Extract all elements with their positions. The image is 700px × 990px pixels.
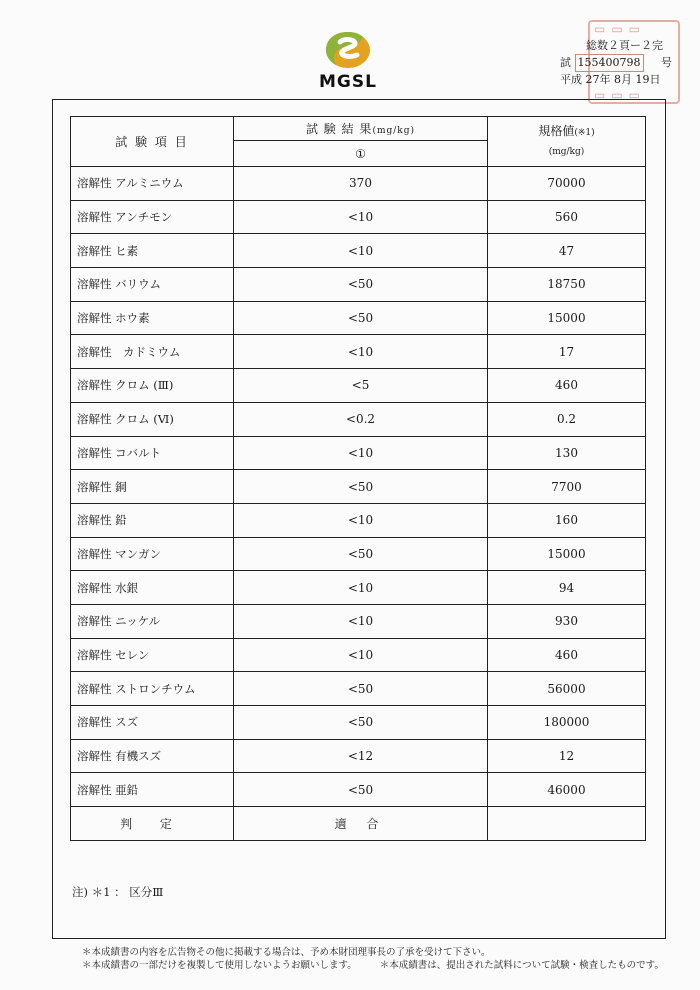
row-item: 溶解性 セレン: [71, 638, 234, 672]
row-result: <12: [234, 739, 488, 773]
footer-line-1: ＊本成績書の内容を広告物その他に掲載する場合は、予め本財団理事長の了承を受けて下さい。: [82, 947, 491, 958]
row-item: 溶解性 カドミウム: [71, 335, 234, 369]
footer-line-2a: ＊本成績書の一部だけを複製して使用しないようお願いします。: [82, 960, 357, 971]
table-row: [71, 672, 646, 706]
col-header-spec: [488, 117, 646, 167]
row-item: 溶解性 亜鉛: [71, 773, 234, 807]
row-result: <10: [234, 604, 488, 638]
table-row: [71, 537, 646, 571]
row-spec: 18750: [488, 268, 646, 302]
row-spec: 180000: [488, 706, 646, 740]
mgsl-leaf-icon: [324, 30, 372, 70]
row-result: <10: [234, 436, 488, 470]
row-item: 溶解性 アンチモン: [71, 200, 234, 234]
col-header-item: 試 験 項 目: [71, 117, 234, 167]
row-item: 溶解性 ヒ素: [71, 234, 234, 268]
row-result: <5: [234, 369, 488, 403]
report-date: 平成 27年 8月 19日: [560, 73, 661, 86]
report-suffix: 号: [661, 56, 672, 69]
row-item: 溶解性 ストロンチウム: [71, 672, 234, 706]
row-spec: 46000: [488, 773, 646, 807]
row-spec: 930: [488, 604, 646, 638]
table-row: [71, 167, 646, 201]
footer-line-2: [82, 959, 664, 972]
row-spec: 15000: [488, 537, 646, 571]
row-spec: 160: [488, 503, 646, 537]
results-table: [70, 116, 646, 841]
col-header-result: [234, 117, 488, 141]
table-row: [71, 706, 646, 740]
footer-line-2b: ＊本成績書は、提出された試料について試験・検査したものです。: [379, 960, 664, 971]
row-item: 溶解性 鉛: [71, 503, 234, 537]
row-result: <50: [234, 268, 488, 302]
header-row: [71, 117, 646, 141]
row-item: 溶解性 水銀: [71, 571, 234, 605]
row-spec: 56000: [488, 672, 646, 706]
row-result: <10: [234, 638, 488, 672]
table-row: [71, 638, 646, 672]
report-prefix: 試: [560, 56, 571, 69]
table-row: [71, 200, 646, 234]
row-spec: 70000: [488, 167, 646, 201]
row-item: 溶解性 アルミニウム: [71, 167, 234, 201]
row-result: <0.2: [234, 402, 488, 436]
table-row: [71, 268, 646, 302]
results-body: [71, 167, 646, 807]
row-result: <50: [234, 470, 488, 504]
report-number: 155400798: [575, 54, 644, 72]
row-result: <50: [234, 537, 488, 571]
row-result: <50: [234, 301, 488, 335]
row-item: 溶解性 有機スズ: [71, 739, 234, 773]
judgement-value: 適 合: [234, 807, 488, 841]
col-header-result-unit: (mg/kg): [372, 126, 416, 136]
judgement-row: [71, 807, 646, 841]
col-header-sample-1: ①: [234, 141, 488, 167]
row-item: 溶解性 バリウム: [71, 268, 234, 302]
row-result: <10: [234, 503, 488, 537]
row-result: <10: [234, 335, 488, 369]
report-header: [560, 38, 695, 88]
seal-stamp: ▭▭▭ ▭▭▭: [588, 20, 680, 104]
row-spec: 460: [488, 369, 646, 403]
col-header-spec-label: 規格値: [538, 123, 575, 138]
row-item: 溶解性 マンガン: [71, 537, 234, 571]
table-row: [71, 436, 646, 470]
row-spec: 460: [488, 638, 646, 672]
judgement-label: 判 定: [71, 807, 234, 841]
row-spec: 47: [488, 234, 646, 268]
row-result: <50: [234, 672, 488, 706]
table-row: [71, 604, 646, 638]
mgsl-logo: [318, 30, 378, 92]
table-row: [71, 571, 646, 605]
table-row: [71, 335, 646, 369]
table-row: [71, 470, 646, 504]
row-spec: 560: [488, 200, 646, 234]
table-row: [71, 301, 646, 335]
table-row: [71, 503, 646, 537]
row-spec: 15000: [488, 301, 646, 335]
row-spec: 130: [488, 436, 646, 470]
row-result: <10: [234, 200, 488, 234]
judgement-spec-empty: [488, 807, 646, 841]
table-row: [71, 739, 646, 773]
col-header-spec-note: (※1): [574, 127, 595, 138]
table-row: [71, 234, 646, 268]
row-spec: 94: [488, 571, 646, 605]
row-item: 溶解性 ホウ素: [71, 301, 234, 335]
row-spec: 0.2: [488, 402, 646, 436]
total-pages: 総数２頁ー２完: [586, 39, 663, 52]
footnote: 注) ＊1 ： 区分Ⅲ: [72, 885, 164, 899]
row-spec: 7700: [488, 470, 646, 504]
table-row: [71, 402, 646, 436]
row-result: <50: [234, 773, 488, 807]
row-item: 溶解性 コバルト: [71, 436, 234, 470]
table-row: [71, 369, 646, 403]
row-result: <50: [234, 706, 488, 740]
row-spec: 17: [488, 335, 646, 369]
row-item: 溶解性 銅: [71, 470, 234, 504]
col-header-spec-unit: (mg/kg): [548, 146, 585, 157]
row-spec: 12: [488, 739, 646, 773]
row-item: 溶解性 スズ: [71, 706, 234, 740]
col-header-result-label: 試 験 結 果: [305, 122, 373, 136]
logo-text: MGSL: [319, 72, 377, 92]
row-item: 溶解性 ニッケル: [71, 604, 234, 638]
row-result: <10: [234, 571, 488, 605]
table-row: [71, 773, 646, 807]
row-item: 溶解性 クロム (Ⅲ): [71, 369, 234, 403]
row-item: 溶解性 クロム (Ⅵ): [71, 402, 234, 436]
row-result: 370: [234, 167, 488, 201]
row-result: <10: [234, 234, 488, 268]
footer-notes: [82, 946, 664, 972]
report-number-row: [560, 54, 695, 72]
